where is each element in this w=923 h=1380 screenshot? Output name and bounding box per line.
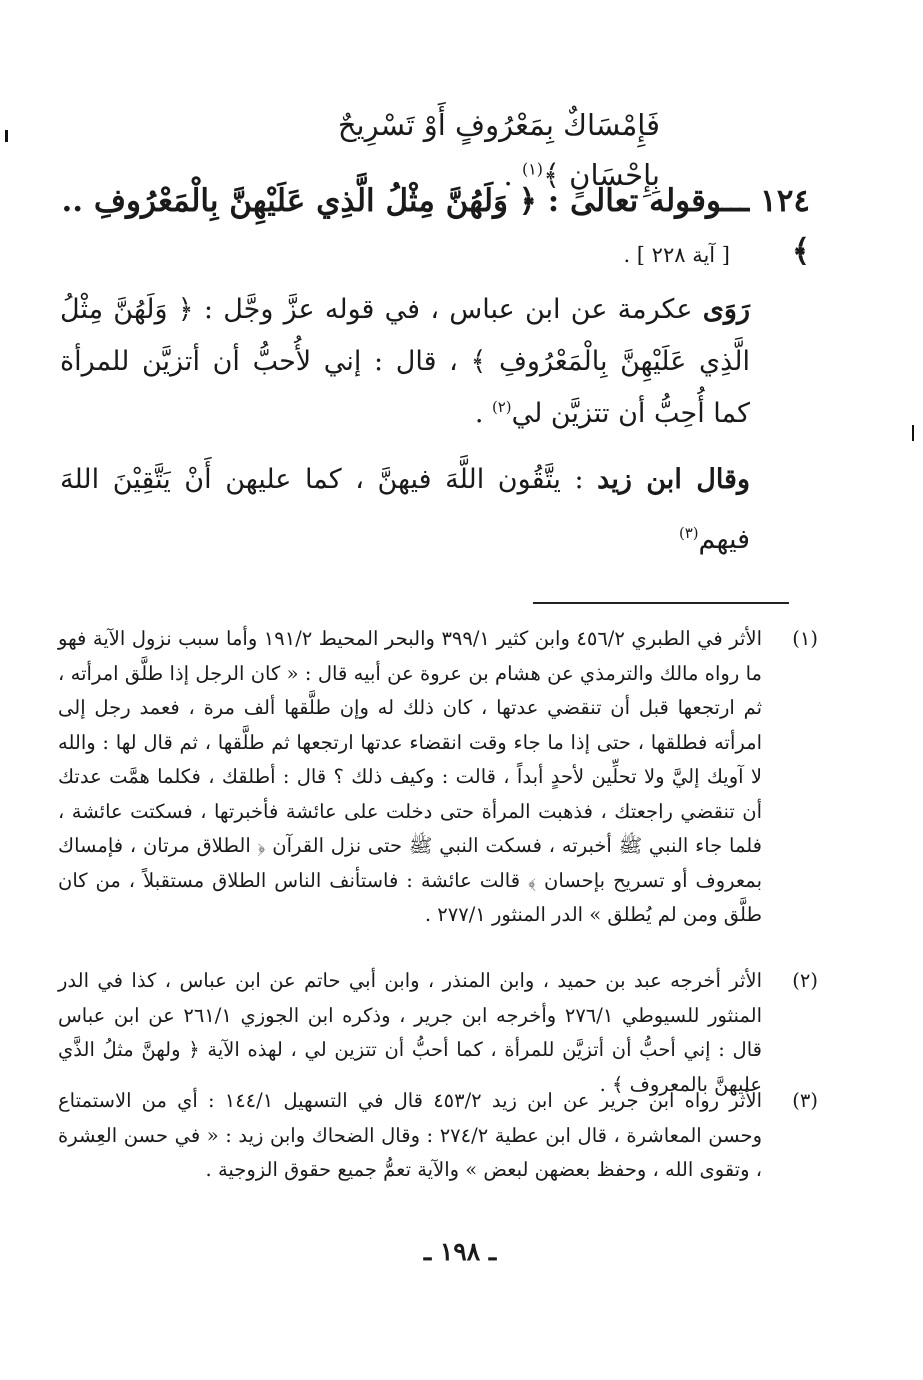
page-number: ـ ١٩٨ ـ xyxy=(423,1237,497,1266)
paragraph-ikrima xyxy=(60,284,750,440)
ayah-reference: [ آية ٢٢٨ ] . xyxy=(623,243,730,267)
paragraph-lead: رَوَى xyxy=(702,294,750,325)
footnote-separator xyxy=(533,602,789,604)
scan-artifact xyxy=(5,130,8,142)
footnote-ref-1: (١) xyxy=(521,159,543,179)
section-dash: ـــ xyxy=(722,183,750,219)
footnote-3 xyxy=(58,1084,818,1194)
footnote-text: الأثر أخرجه عبد بن حميد ، وابن المنذر ، وابن أبي حاتم عن ابن عباس ، كذا في الدر المنثور للسيوطي ٢٧٦/١ وأخرجه ابن جرير ، وذكره ابن الجوزي ٢٦١/١ عن ابن عباس قال : إني أحبُّ أن أتزيَّن للمرأة ، كما أحبُّ أن تتزين لي ، لهذه الآية ﴿ ولهنَّ مثلُ الذَّي عليهنَّ بالمعروف ﴾ . xyxy=(58,969,763,1096)
paragraph-lead: وقال ابن زيد xyxy=(597,464,750,495)
footnote-text: الأثر رواه ابن جرير عن ابن زيد ٤٥٣/٢ قال في التسهيل ١٤٤/١ : أي من الاستمتاع وحسن المعاشرة ، قال ابن عطية ٢٧٤/٢ : وقال الضحاك وابن زيد : « في حسن العِشرة ، وتقوى الله ، وحفظ بعضهن لبعض » والآية تعمُّ جميع حقوق الزوجية . xyxy=(58,1089,762,1181)
paragraph-ibn-zayd xyxy=(60,450,750,570)
footnote-ref-2: (٢) xyxy=(492,398,512,416)
footnote-ref-3: (٣) xyxy=(678,524,699,542)
footnote-1 xyxy=(58,622,818,962)
footnote-text: الأثر في الطبري ٤٥٦/٢ وابن كثير ٣٩٩/١ والبحر المحيط ١٩١/٢ وأما سبب نزول الآية فهو ما رواه مالك والترمذي عن هشام بن عروة عن أبيه قال : « كان الرجل إذا طلَّق امرأته ، ثم ارتجعها قبل أن تنقضي عدتها ، كان ذلك له وإن طلَّقها ألف مرة ، فعمد رجل إلى امرأته فطلقها ، حتى إذا ما جاء وقت انقضاء عدتها ارتجعها ثم طلَّقها ، ثم قال لها : والله لا آويك إليَّ ولا تحلِّين لأحدٍ أبداً ، قالت : وكيف ذلك ؟ قال : أطلقك ، فكلما همَّت عدتك أن تنقضي راجعتك ، فذهبت المرأة حتى دخلت على عائشة فأخبرتها ، فسكتت عائشة ، فلما جاء النبي ﷺ أخبرته ، فسكت النبي ﷺ حتى نزل القرآن ﴿ الطلاق مرتان ، فإمساك بمعروف أو تسريح بإحسان ﴾ قالت عائشة : فاستأنف الناس الطلاق مستقبلاً ، من كان طلَّق ومن لم يُطلق » الدر المنثور ٢٧٧/١ . xyxy=(58,627,762,926)
section-number: ١٢٤ xyxy=(760,183,810,219)
footnote-number: (١) xyxy=(792,627,818,650)
section-title: وقوله تعالى : ﴿ وَلَهُنَّ مِثْلُ الَّذِي عَلَيْهِنَّ بِالْمَعْرُوفِ .. ﴾ xyxy=(61,183,810,269)
footnote-number: (٢) xyxy=(792,969,818,992)
paragraph-text: عكرمة عن ابن عباس ، في قوله عزَّ وجَّل : ﴿ وَلَهُنَّ مِثْلُ الَّذِي عَلَيْهِنَّ بِالْمَعْرُوفِ ﴾ ، قال : إني لأُحبُّ أن أتزيَّن للمرأة كما أُحِبُّ أن تتزيَّن لي xyxy=(60,294,750,429)
paragraph-text: : يتَّقُون اللَّهَ فيهنَّ ، كما عليهن أَنْ يَتَّقِيْنَ اللهَ فيهم xyxy=(60,464,750,555)
scan-artifact xyxy=(912,425,914,441)
verse-text: فَإِمْسَاكٌ بِمَعْرُوفٍ أَوْ تَسْرِيحٌ بِإِحْسَانٍ ﴾ xyxy=(337,108,660,192)
paragraph-end: . xyxy=(474,398,492,429)
footnote-2 xyxy=(58,964,818,1096)
verse-end: . xyxy=(503,158,522,192)
footnote-number: (٣) xyxy=(792,1089,818,1112)
